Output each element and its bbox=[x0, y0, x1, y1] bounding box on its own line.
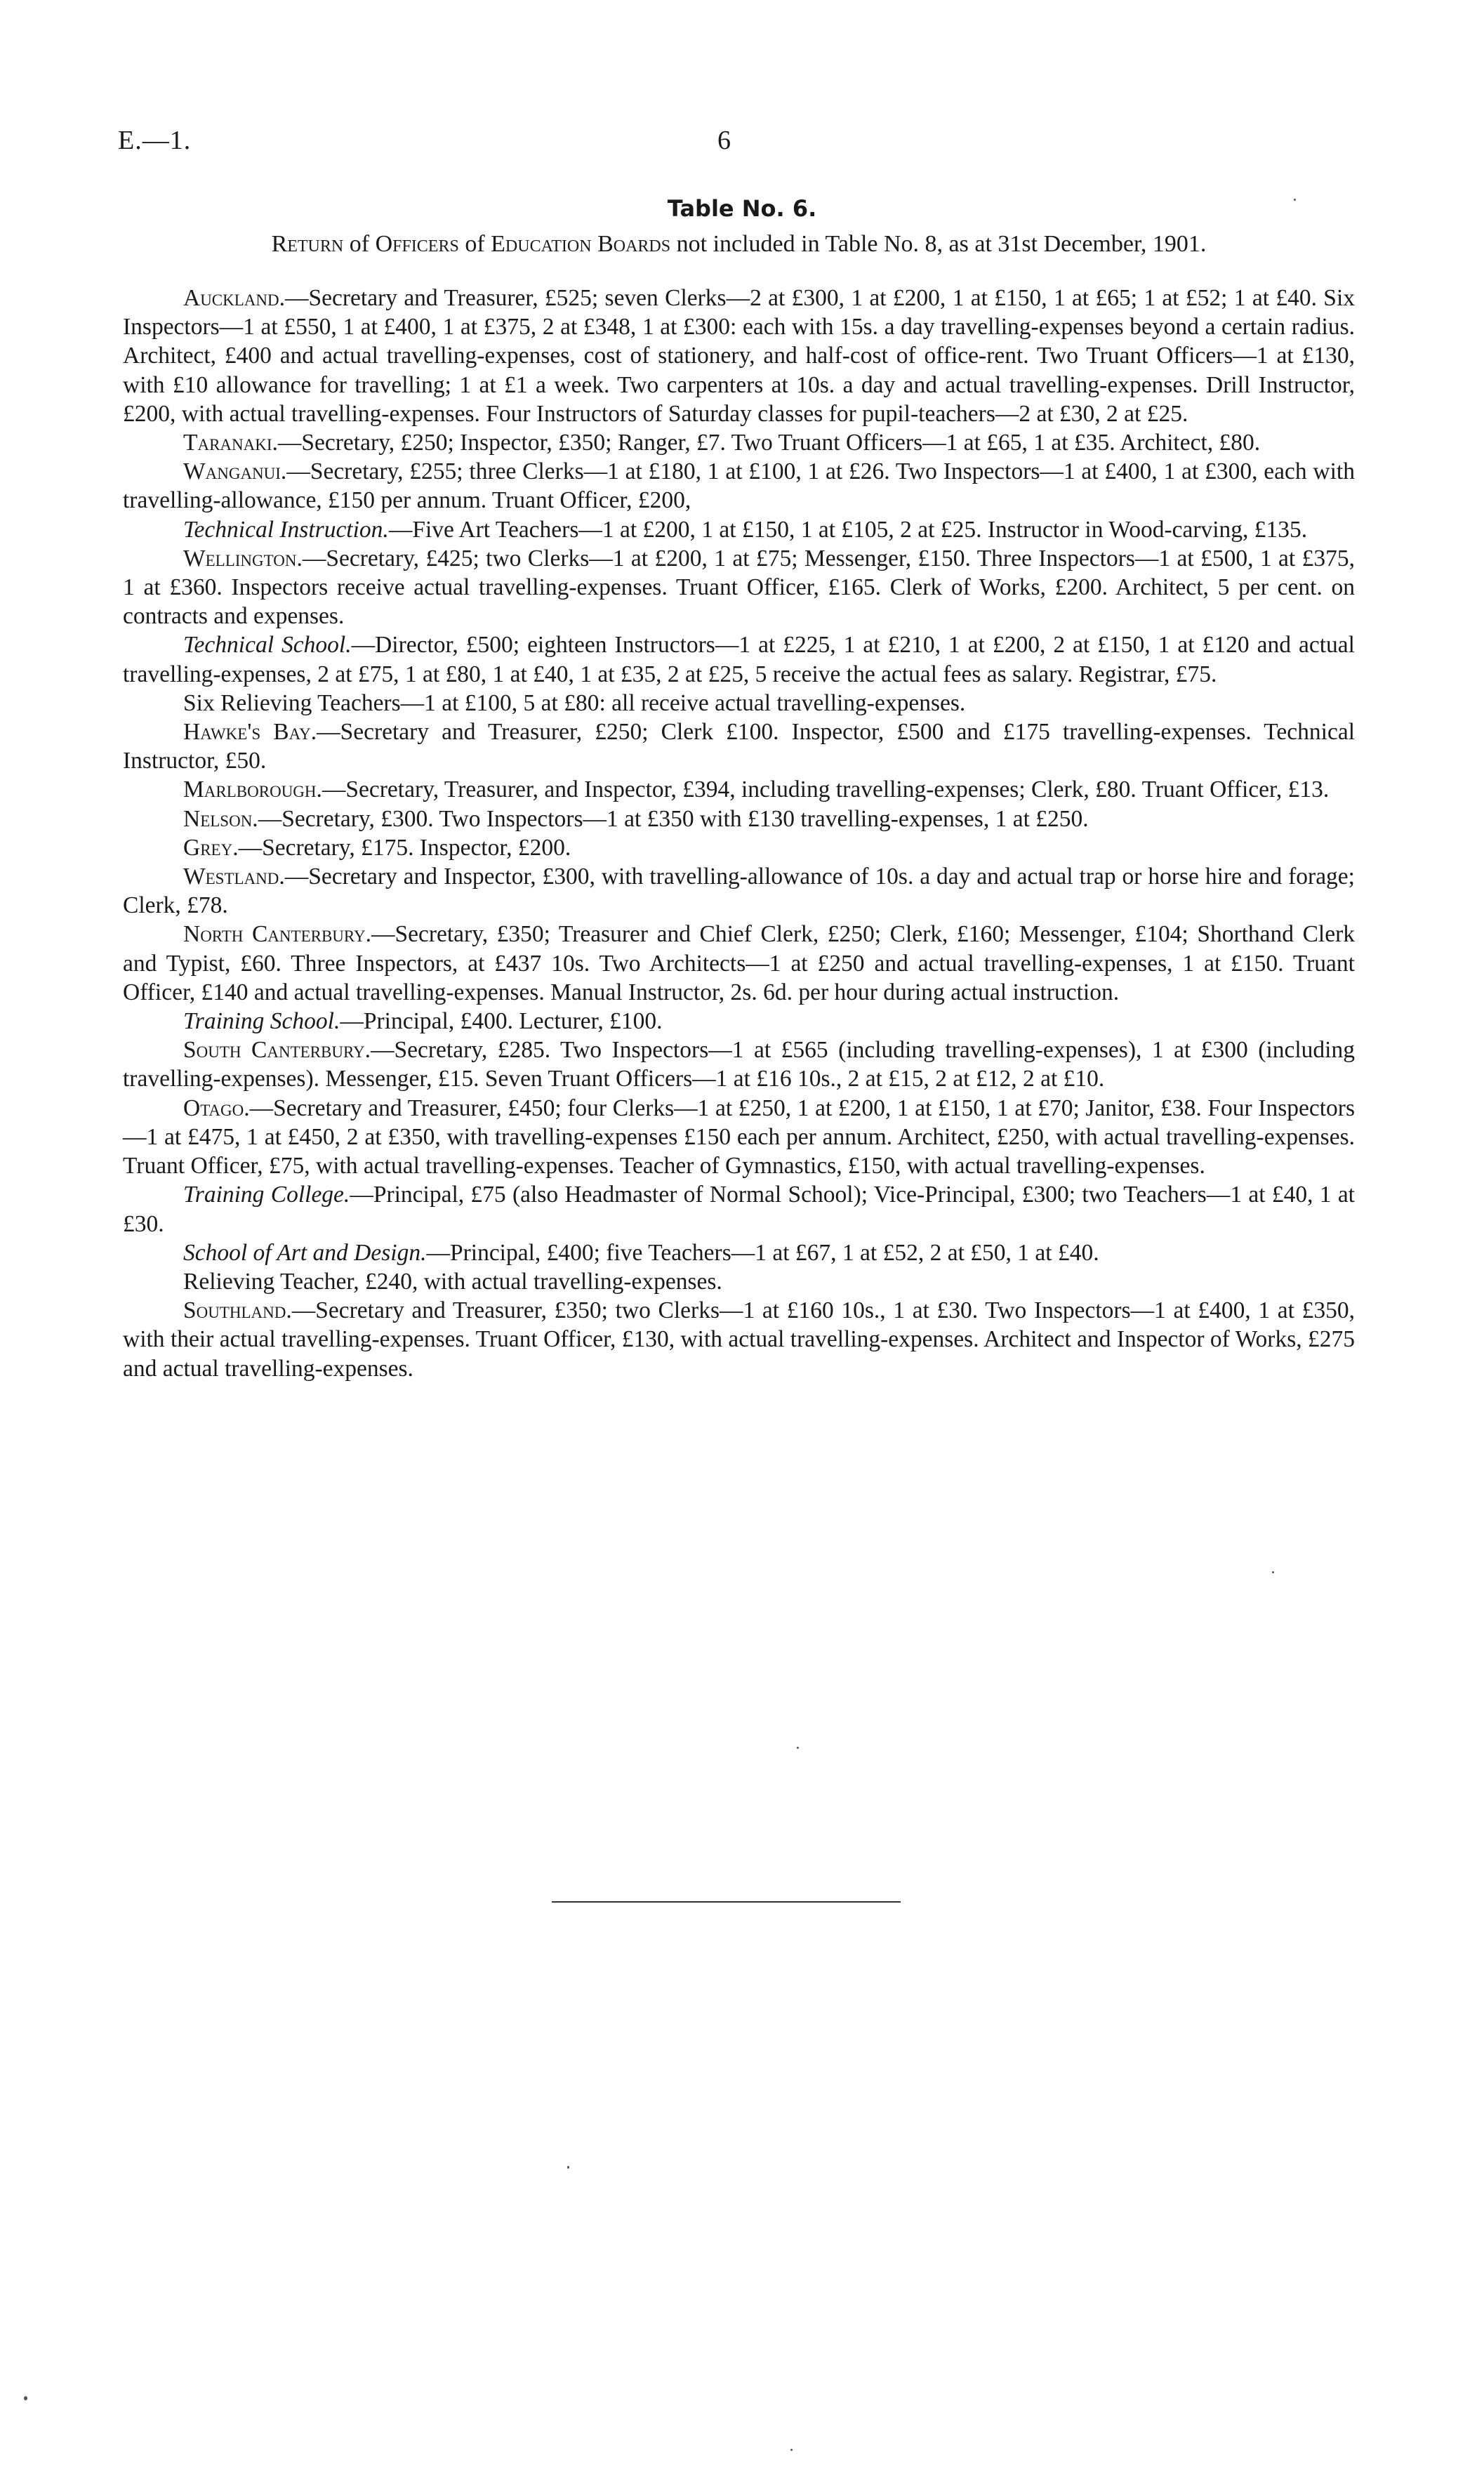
entry-westland bbox=[123, 862, 1355, 920]
page-number: 6 bbox=[717, 126, 731, 155]
region-name: Grey. bbox=[183, 834, 239, 861]
entry-text: —Secretary, £350; Treasurer and Chief Clerk, £250; Clerk, £160; Messenger, £104; Shorthand Clerk and Typist, £60. Three Inspectors, at £437 10s. Two Architects—1 at £250 and actual travelling-expenses, 1 at £150. Truant Officer, £140 and actual travelling-expenses. Manual Instructor, 2s. 6d. per hour during actual instruction. bbox=[123, 921, 1355, 1005]
scan-speck bbox=[790, 2449, 793, 2451]
entry-otago bbox=[123, 1094, 1355, 1181]
scan-speck bbox=[1272, 1571, 1274, 1573]
section-divider bbox=[552, 1901, 901, 1903]
region-name: North Canterbury. bbox=[183, 921, 371, 948]
scan-speck bbox=[797, 1747, 799, 1749]
subtitle-officers: Officers bbox=[375, 231, 459, 257]
entry-north-canterbury-training bbox=[123, 1007, 1355, 1036]
entry-auckland bbox=[123, 284, 1355, 428]
subtitle-return: Return bbox=[271, 231, 344, 257]
entry-text: —Secretary, £255; three Clerks—1 at £180, 1 at £100, 1 at £26. Two Inspectors—1 at £400, 1 at £300, each with travelling-allowance, £150 per annum. Truant Officer, £200, bbox=[123, 458, 1355, 514]
scan-speck bbox=[1294, 199, 1296, 201]
document-code: E.—1. bbox=[118, 126, 192, 155]
region-name: Westland. bbox=[183, 864, 285, 890]
entry-text: —Director, £500; eighteen Instructors—1 at £225, 1 at £210, 1 at £200, 2 at £150, 1 at £120 and actual travelling-expenses, 2 at £75, 1 at £80, 1 at £40, 1 at £35, 2 at £25, 5 receive the actual fees as salary. Registrar, £75. bbox=[123, 632, 1355, 687]
region-name: Nelson. bbox=[183, 805, 258, 832]
entry-text: —Principal, £400. Lecturer, £100. bbox=[340, 1008, 663, 1035]
scan-speck bbox=[567, 2166, 569, 2169]
entry-text: —Secretary and Treasurer, £450; four Clerks—1 at £250, 1 at £200, 1 at £150, 1 at £70; Janitor, £38. Four Inspectors—1 at £475, 1 at £450, 2 at £350, with travelling-expenses £150 each per annum. Architect, £250, with actual travelling-expenses. Truant Officer, £75, with actual travelling-expenses. Teacher of Gymnastics, £150, with actual travelling-expenses. bbox=[123, 1095, 1355, 1179]
region-name: Taranaki. bbox=[183, 430, 278, 456]
entry-wellington-technical bbox=[123, 630, 1355, 688]
entry-text: —Five Art Teachers—1 at £200, 1 at £150, 1 at £105, 2 at £25. Instructor in Wood-carving, £135. bbox=[388, 516, 1308, 543]
entry-south-canterbury bbox=[123, 1036, 1355, 1093]
entry-text: —Secretary, £300. Two Inspectors—1 at £350 with £130 travelling-expenses, 1 at £250. bbox=[258, 805, 1089, 832]
subtitle-text-2: of bbox=[458, 231, 491, 257]
entry-wellington-relieving bbox=[123, 689, 1355, 718]
subtitle-text-3: not included in Table No. 8, as at 31st December, 1901. bbox=[670, 231, 1207, 257]
entry-north-canterbury bbox=[123, 920, 1355, 1007]
entry-text: —Secretary, £175. Inspector, £200. bbox=[238, 834, 571, 861]
entry-wanganui-technical bbox=[123, 515, 1355, 544]
entry-southland bbox=[123, 1296, 1355, 1383]
entry-text: —Secretary, £285. Two Inspectors—1 at £565 (including travelling-expenses), 1 at £300 (including travelling-expenses). Messenger, £15. Seven Truant Officers—1 at £16 10s., 2 at £15, 2 at £12, 2 at £10. bbox=[123, 1037, 1355, 1092]
table-subtitle bbox=[126, 230, 1351, 258]
entry-taranaki bbox=[123, 428, 1355, 457]
entry-grey bbox=[123, 833, 1355, 862]
entry-text: Six Relieving Teachers—1 at £100, 5 at £80: all receive actual travelling-expenses. bbox=[183, 689, 966, 716]
entry-nelson bbox=[123, 805, 1355, 833]
entry-text: —Secretary and Treasurer, £525; seven Clerks—2 at £300, 1 at £200, 1 at £150, 1 at £65; 1 at £52; 1 at £40. Six Inspectors—1 at £550, 1 at £400, 1 at £375, 2 at £348, 1 at £300: each with 15s. a day travelling-expenses beyond a certain radius. Architect, £400 and actual travelling-expenses, cost of stationery, and half-cost of office-rent. Two Truant Officers—1 at £130, with £10 allowance for travelling; 1 at £1 a week. Two carpenters at 10s. a day and actual travelling-expenses. Drill Instructor, £200, with actual travelling-expenses. Four Instructors of Saturday classes for pupil-teachers—2 at £30, 2 at £25. bbox=[123, 285, 1355, 427]
entry-hawkes-bay bbox=[123, 718, 1355, 775]
scan-speck bbox=[24, 2396, 27, 2400]
region-name: Wellington. bbox=[183, 545, 303, 571]
entry-wellington bbox=[123, 544, 1355, 631]
region-name: Marlborough. bbox=[183, 776, 322, 803]
subtitle-education-boards: Education Boards bbox=[491, 231, 671, 257]
entry-text: —Secretary and Treasurer, £250; Clerk £100. Inspector, £500 and £175 travelling-expenses. Technical Instructor, £50. bbox=[123, 719, 1355, 774]
table-title: Table No. 6. bbox=[667, 195, 817, 222]
subhead: Technical Instruction. bbox=[183, 516, 389, 543]
subhead: Training School. bbox=[183, 1008, 340, 1035]
entry-wanganui bbox=[123, 457, 1355, 515]
region-name: Wanganui. bbox=[183, 458, 287, 485]
region-name: Auckland. bbox=[183, 285, 286, 311]
entry-text: —Secretary and Inspector, £300, with travelling-allowance of 10s. a day and actual trap or horse hire and forage; Clerk, £78. bbox=[123, 864, 1355, 919]
subhead: School of Art and Design. bbox=[183, 1239, 427, 1266]
entry-text: —Secretary, Treasurer, and Inspector, £394, including travelling-expenses; Clerk, £80. Truant Officer, £13. bbox=[322, 776, 1330, 803]
entry-text: Relieving Teacher, £240, with actual travelling-expenses. bbox=[183, 1268, 722, 1295]
entry-otago-training bbox=[123, 1180, 1355, 1238]
entry-text: —Secretary, £425; two Clerks—1 at £200, 1 at £75; Messenger, £150. Three Inspectors—1 at £500, 1 at £375, 1 at £360. Inspectors receive actual travelling-expenses. Truant Officer, £165. Clerk of Works, £200. Architect, 5 per cent. on contracts and expenses. bbox=[123, 545, 1355, 630]
entry-otago-art bbox=[123, 1238, 1355, 1267]
entry-text: —Secretary and Treasurer, £350; two Clerks—1 at £160 10s., 1 at £30. Two Inspectors—1 at £400, 1 at £350, with their actual travelling-expenses. Truant Officer, £130, with actual travelling-expenses. Architect and Inspector of Works, £275 and actual travelling-expenses. bbox=[123, 1297, 1355, 1382]
entry-text: —Principal, £400; five Teachers—1 at £67, 1 at £52, 2 at £50, 1 at £40. bbox=[426, 1239, 1099, 1266]
entry-marlborough bbox=[123, 775, 1355, 804]
entry-text: —Principal, £75 (also Headmaster of Normal School); Vice-Principal, £300; two Teachers—1 at £40, 1 at £30. bbox=[123, 1182, 1355, 1237]
region-name: Hawke's Bay. bbox=[183, 719, 317, 746]
entry-text: —Secretary, £250; Inspector, £350; Ranger, £7. Two Truant Officers—1 at £65, 1 at £35. Architect, £80. bbox=[277, 430, 1261, 456]
region-name: South Canterbury. bbox=[183, 1037, 371, 1064]
region-name: Southland. bbox=[183, 1297, 292, 1324]
entry-otago-relieving bbox=[123, 1267, 1355, 1296]
subhead: Training College. bbox=[183, 1182, 350, 1208]
subtitle-text-1: of bbox=[343, 231, 376, 257]
region-name: Otago. bbox=[183, 1095, 250, 1121]
officers-list bbox=[123, 284, 1355, 1383]
subhead: Technical School. bbox=[183, 632, 352, 659]
